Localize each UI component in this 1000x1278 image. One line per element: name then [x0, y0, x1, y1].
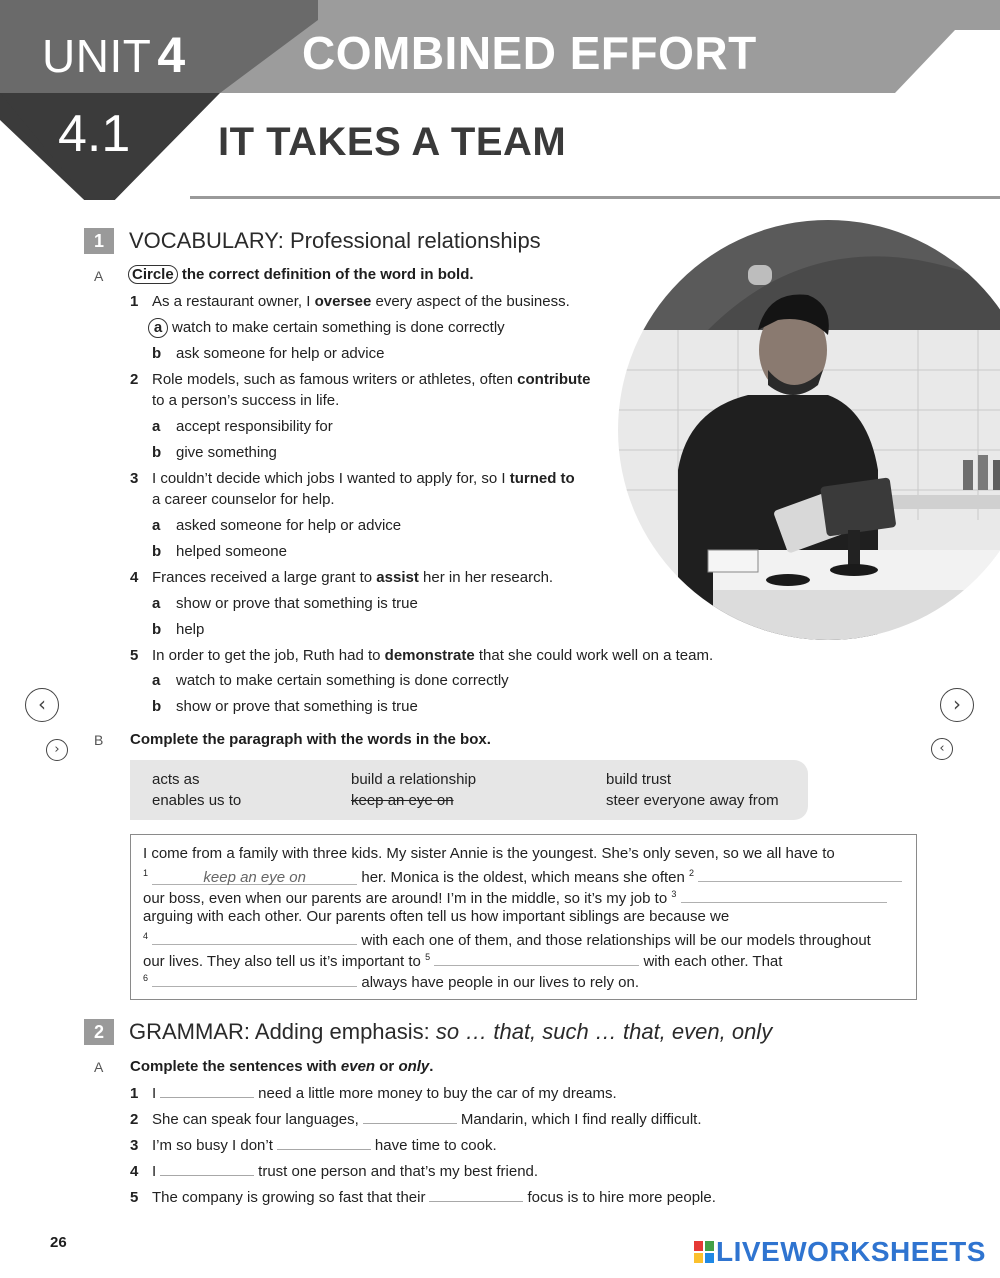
header-banner	[0, 0, 1000, 200]
unit-word: UNIT	[42, 30, 152, 82]
sentence-text: The company is growing so fast that their	[152, 1189, 426, 1206]
section-1-title: VOCABULARY: Professional relationships	[129, 228, 541, 253]
bold-word: demonstrate	[384, 647, 475, 664]
grammar-part-a-letter: A	[94, 1059, 104, 1075]
sentence-number: 1	[130, 1085, 139, 1102]
liveworksheets-icon	[694, 1241, 714, 1263]
sentence-text: have time to cook.	[374, 1137, 497, 1154]
blank-2-input[interactable]	[698, 866, 902, 882]
paragraph-line-4: arguing with each other. Our parents often tell us how important siblings are because we	[143, 908, 730, 925]
blank-4-input[interactable]	[152, 929, 357, 945]
blank-5-input[interactable]	[434, 950, 639, 966]
option-5b[interactable]	[152, 696, 418, 717]
option-letter: b	[152, 621, 162, 638]
vocab-question-4	[130, 567, 610, 588]
blank-3-input[interactable]	[681, 887, 887, 903]
paragraph-line-5	[143, 929, 871, 949]
lesson-title: IT TAKES A TEAM	[218, 120, 567, 164]
option-text: asked someone for help or advice	[176, 517, 402, 534]
header-divider	[190, 196, 1000, 199]
paragraph-line-3	[143, 887, 887, 907]
option-text: show or prove that something is true	[176, 595, 418, 612]
section-1-badge: 1	[84, 228, 114, 254]
sentence-number: 4	[130, 1163, 139, 1180]
blank-number: 2	[689, 868, 695, 878]
blank-number: 3	[671, 889, 677, 899]
part-a-letter: A	[94, 268, 104, 284]
option-letter: b	[152, 698, 162, 715]
instruction-even: even	[340, 1058, 376, 1075]
next-activity-button[interactable]: ›	[46, 739, 68, 761]
word-box-item: build a relationship	[351, 771, 477, 788]
option-letter: a	[152, 517, 161, 534]
instruction-text: Complete the sentences with	[130, 1058, 341, 1075]
question-text: I couldn’t decide which jobs I wanted to apply for, so I	[152, 470, 510, 487]
paragraph-line-6	[143, 950, 782, 970]
sentence-number: 5	[130, 1189, 139, 1206]
section-2-title-italic: so … that, such … that, even, only	[435, 1019, 773, 1044]
next-page-button[interactable]: ›	[940, 688, 974, 722]
blank-number: 1	[143, 868, 149, 878]
prev-activity-button[interactable]: ‹	[931, 738, 953, 760]
bold-word: assist	[376, 569, 419, 586]
question-number: 5	[130, 647, 139, 664]
option-text: give something	[176, 444, 277, 461]
paragraph-text: our lives. They also tell us it’s important to	[143, 953, 421, 970]
paragraph-line-1: I come from a family with three kids. My sister Annie is the youngest. She’s only seven, so we all have to	[143, 845, 835, 862]
option-4b[interactable]	[152, 619, 204, 640]
blank-number: 5	[425, 952, 431, 962]
option-3a[interactable]	[152, 515, 401, 536]
section-2-title-plain: GRAMMAR: Adding emphasis:	[129, 1019, 436, 1044]
option-letter: b	[152, 345, 162, 362]
option-letter: a	[152, 418, 161, 435]
question-number: 1	[130, 293, 139, 310]
lesson-number: 4.1	[58, 105, 131, 163]
section-2-badge: 2	[84, 1019, 114, 1045]
brand-name: LIVEWORKSHEETS	[716, 1236, 986, 1267]
part-b-instruction: Complete the paragraph with the words in the box.	[130, 731, 491, 748]
word-box	[130, 760, 808, 820]
option-4a[interactable]	[152, 593, 418, 614]
option-letter: b	[152, 444, 162, 461]
option-2b[interactable]	[152, 442, 277, 463]
grammar-instruction	[130, 1058, 433, 1075]
sentence-text: trust one person and that’s my best friend.	[258, 1163, 539, 1180]
option-text: help	[176, 621, 205, 638]
option-text: accept responsibility for	[176, 418, 333, 435]
blank-number: 6	[143, 973, 149, 983]
word-box-item: enables us to	[152, 792, 242, 809]
grammar-blank-5-input[interactable]	[429, 1188, 523, 1202]
sentence-text: Mandarin, which I find really difficult.	[460, 1111, 702, 1128]
grammar-sentence-3	[130, 1136, 497, 1154]
word-box-item: acts as	[152, 771, 200, 788]
question-text: her in her research.	[418, 569, 554, 586]
unit-label	[42, 26, 186, 84]
bold-word: oversee	[314, 293, 372, 310]
vocab-question-5	[130, 645, 830, 666]
option-letter: a	[152, 672, 161, 689]
question-number: 2	[130, 371, 139, 388]
vocab-question-3	[130, 468, 610, 510]
paragraph-text: with each one of them, and those relationships will be our models throughout	[361, 932, 871, 949]
paragraph-text: her. Monica is the oldest, which means she often	[361, 869, 685, 886]
paragraph-text: always have people in our lives to rely on.	[361, 974, 640, 991]
word-box-item-used: keep an eye on	[351, 792, 454, 809]
option-3b[interactable]	[152, 541, 287, 562]
instruction-text: the correct definition of the word in bold.	[181, 266, 474, 283]
instruction-text: .	[429, 1058, 434, 1075]
option-letter: b	[152, 543, 162, 560]
bold-word: contribute	[517, 371, 591, 388]
question-text: that she could work well on a team.	[474, 647, 714, 664]
instruction-text: or	[375, 1058, 399, 1075]
sentence-text: need a little more money to buy the car of my dreams.	[258, 1085, 617, 1102]
paragraph-text: our boss, even when our parents are around! I’m in the middle, so it’s my job to	[143, 890, 668, 907]
blank-1-input[interactable]	[152, 869, 357, 885]
blank-number: 4	[143, 931, 149, 941]
unit-title: COMBINED EFFORT	[302, 27, 757, 79]
restaurant-owner-photo	[618, 220, 1000, 640]
bold-word: turned to	[509, 470, 575, 487]
vocab-question-1	[130, 291, 610, 312]
part-a-instruction	[128, 266, 474, 283]
blank-1-answer: keep an eye on	[203, 869, 306, 886]
question-text-line2: to a person’s success in life.	[152, 392, 340, 409]
option-text: watch to make certain something is done correctly	[172, 319, 505, 336]
option-letter: a	[152, 595, 161, 612]
word-box-item: build trust	[606, 771, 672, 788]
grammar-blank-4-input[interactable]	[160, 1162, 254, 1176]
liveworksheets-logo[interactable]	[694, 1236, 986, 1268]
question-number: 3	[130, 470, 139, 487]
option-text: ask someone for help or advice	[176, 345, 385, 362]
circle-word: Circle	[128, 265, 178, 284]
prev-page-button[interactable]: ‹	[25, 688, 59, 722]
option-text: helped someone	[176, 543, 287, 560]
option-letter-circled: a	[148, 318, 168, 338]
option-1a[interactable]	[152, 317, 505, 338]
paragraph-line-2	[143, 866, 902, 886]
question-text: Frances received a large grant to	[152, 569, 377, 586]
part-b-letter: B	[94, 732, 104, 748]
grammar-sentence-1	[130, 1084, 617, 1102]
grammar-blank-3-input[interactable]	[277, 1136, 371, 1150]
paragraph-line-7	[143, 971, 639, 991]
option-text: show or prove that something is true	[176, 698, 418, 715]
paragraph-box	[130, 834, 917, 1000]
sentence-number: 3	[130, 1137, 139, 1154]
option-2a[interactable]	[152, 416, 333, 437]
question-text: Role models, such as famous writers or athletes, often	[152, 371, 518, 388]
grammar-sentence-4	[130, 1162, 538, 1180]
page-number: 26	[50, 1234, 67, 1251]
sentence-text: I’m so busy I don’t	[152, 1137, 273, 1154]
grammar-sentence-2	[130, 1110, 702, 1128]
instruction-only: only	[398, 1058, 430, 1075]
question-text: In order to get the job, Ruth had to	[152, 647, 385, 664]
sentence-text: focus is to hire more people.	[527, 1189, 716, 1206]
sentence-text: She can speak four languages,	[152, 1111, 359, 1128]
sentence-text: I	[152, 1163, 157, 1180]
option-1b[interactable]	[152, 343, 384, 364]
paragraph-text: with each other. That	[643, 953, 783, 970]
section-2-title	[129, 1019, 772, 1045]
sentence-number: 2	[130, 1111, 139, 1128]
unit-number: 4	[157, 27, 186, 83]
grammar-blank-1-input[interactable]	[160, 1084, 254, 1098]
question-text-line2: a career counselor for help.	[152, 491, 335, 508]
photo-illustration	[618, 220, 1000, 640]
option-text: watch to make certain something is done correctly	[176, 672, 509, 689]
grammar-sentence-5	[130, 1188, 716, 1206]
question-text: As a restaurant owner, I	[152, 293, 315, 310]
option-5a[interactable]	[152, 670, 509, 691]
grammar-blank-2-input[interactable]	[363, 1110, 457, 1124]
blank-6-input[interactable]	[152, 971, 357, 987]
sentence-text: I	[152, 1085, 157, 1102]
question-text: every aspect of the business.	[371, 293, 570, 310]
question-number: 4	[130, 569, 139, 586]
word-box-item: steer everyone away from	[606, 792, 779, 809]
vocab-question-2	[130, 369, 610, 411]
